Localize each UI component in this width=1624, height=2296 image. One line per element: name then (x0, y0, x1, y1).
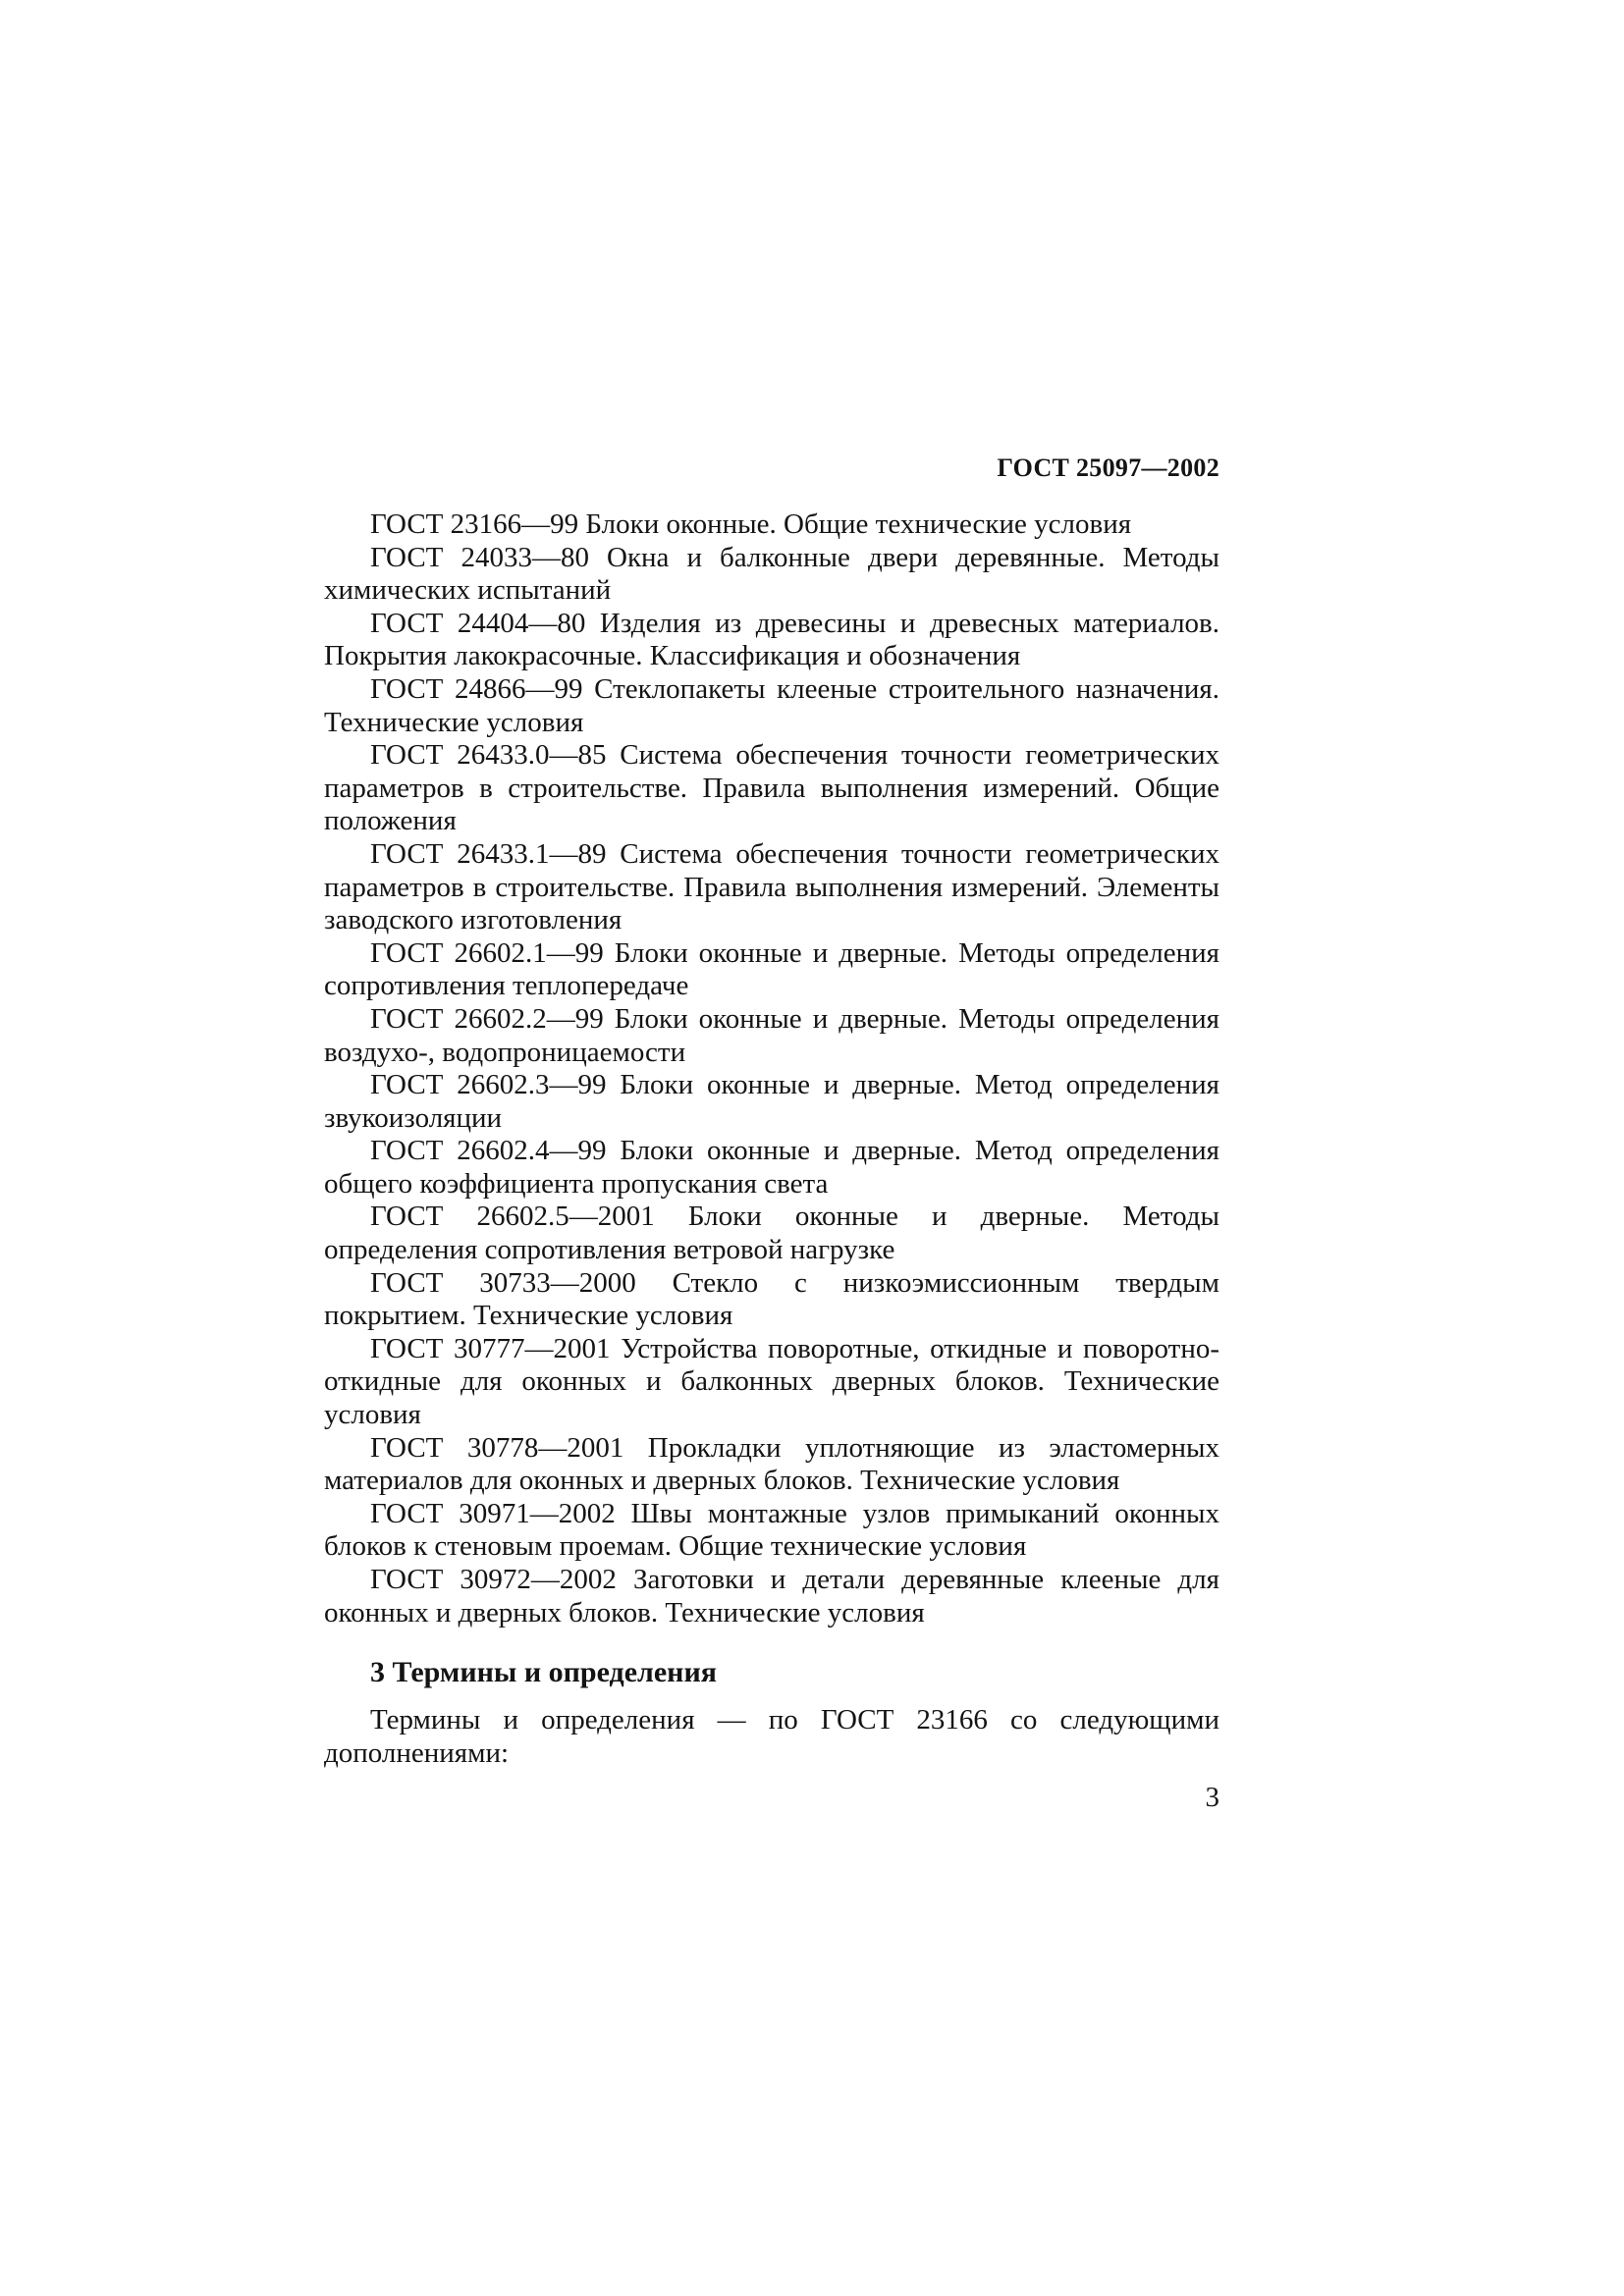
reference-entry: ГОСТ 30971—2002 Швы монтажные узлов примыканий оконных блоков к стеновым проемам. Общие технические условия (324, 1497, 1219, 1563)
reference-entry: ГОСТ 26602.2—99 Блоки оконные и дверные. Методы определения воздухо-, водопроницаемости (324, 1002, 1219, 1068)
reference-entry: ГОСТ 23166—99 Блоки оконные. Общие технические условия (370, 508, 1132, 540)
reference-entry: ГОСТ 30733—2000 Стекло с низкоэмиссионным твердым покрытием. Технические условия (324, 1266, 1219, 1332)
reference-entry: ГОСТ 30778—2001 Прокладки уплотняющие из эластомерных материалов для оконных и дверных блоков. Технические условия (324, 1431, 1219, 1497)
reference-entry: ГОСТ 26602.4—99 Блоки оконные и дверные. Метод определения общего коэффициента пропускания света (324, 1135, 1219, 1200)
page-header: ГОСТ 25097—2002 (997, 454, 1219, 482)
page-number: 3 (1205, 1782, 1219, 1813)
reference-entry: ГОСТ 24033—80 Окна и балконные двери деревянные. Методы химических испытаний (324, 541, 1219, 607)
section-title: 3 Термины и определения (370, 1656, 717, 1689)
reference-entry: ГОСТ 26433.0—85 Система обеспечения точности геометрических параметров в строительстве. Правила выполнения измерений. Общие положения (324, 739, 1219, 837)
reference-entry: ГОСТ 26602.3—99 Блоки оконные и дверные. Метод определения звукоизоляции (324, 1069, 1219, 1134)
reference-entry: ГОСТ 26602.1—99 Блоки оконные и дверные. Методы определения сопротивления теплопередаче (324, 936, 1219, 1002)
reference-entry: ГОСТ 26433.1—89 Система обеспечения точности геометрических параметров в строительстве. Правила выполнения измерений. Элементы заводского изготовления (324, 837, 1219, 936)
reference-entry: ГОСТ 30972—2002 Заготовки и детали деревянные клееные для оконных и дверных блоков. Технические условия (324, 1564, 1219, 1629)
reference-entry: ГОСТ 24866—99 Стеклопакеты клееные строительного назначения. Технические условия (324, 672, 1219, 738)
reference-entry: ГОСТ 30777—2001 Устройства поворотные, откидные и поворотно-откидные для оконных и балконных дверных блоков. Технические условия (324, 1332, 1219, 1431)
reference-entry: ГОСТ 26602.5—2001 Блоки оконные и дверные. Методы определения сопротивления ветровой нагрузке (324, 1201, 1219, 1266)
reference-entry: ГОСТ 24404—80 Изделия из древесины и древесных материалов. Покрытия лакокрасочные. Классификация и обозначения (324, 607, 1219, 672)
section-text: Термины и определения — по ГОСТ 23166 со следующими дополнениями: (324, 1704, 1219, 1769)
document-body (324, 508, 1219, 1770)
